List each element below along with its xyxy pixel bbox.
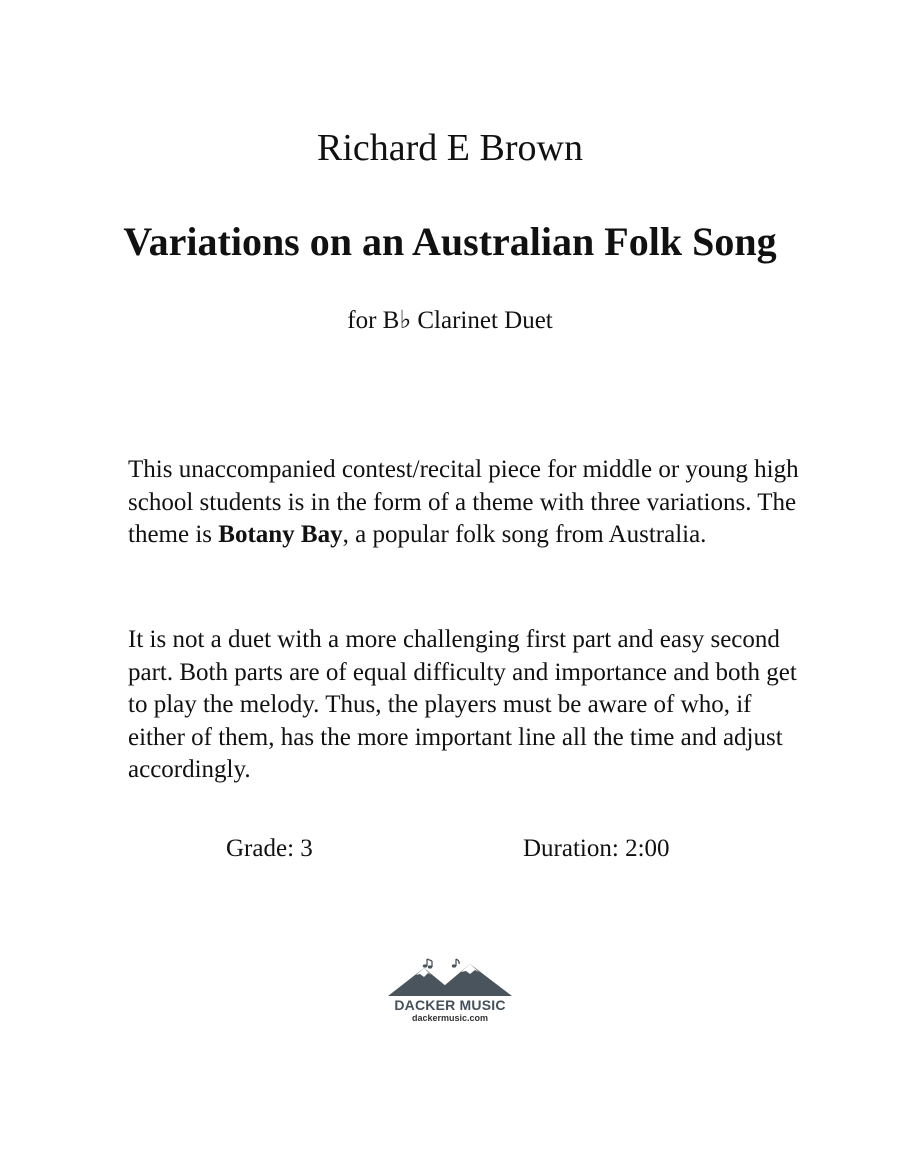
duration-label: Duration: 2:00	[523, 835, 670, 862]
publisher-name: DACKER MUSIC	[394, 997, 506, 1013]
piece-title: Variations on an Australian Folk Song	[123, 219, 777, 264]
composer-name: Richard E Brown	[317, 127, 583, 169]
description-text-start: This unaccompanied contest/recital piece for middle or young high school students is in the form of a theme with three variations. The theme is	[128, 456, 799, 548]
description-paragraph-1	[128, 454, 808, 552]
description-text-end: , a popular folk song from Australia.	[342, 521, 707, 548]
grade-label: Grade: 3	[226, 835, 313, 862]
publisher-logo	[380, 958, 520, 1028]
mountain-music-notes-icon	[380, 958, 520, 1000]
description-paragraph-2: It is not a duet with a more challenging first part and easy second part. Both parts are of equal difficulty and importance and both get to play the melody. Thus, the players must be aware of who, if either of them, has the more important line all the time and adjust accordingly.	[128, 626, 797, 783]
instrumentation-subtitle: for B♭ Clarinet Duet	[347, 307, 553, 334]
theme-name: Botany Bay	[218, 521, 343, 548]
publisher-url: dackermusic.com	[411, 1013, 489, 1023]
